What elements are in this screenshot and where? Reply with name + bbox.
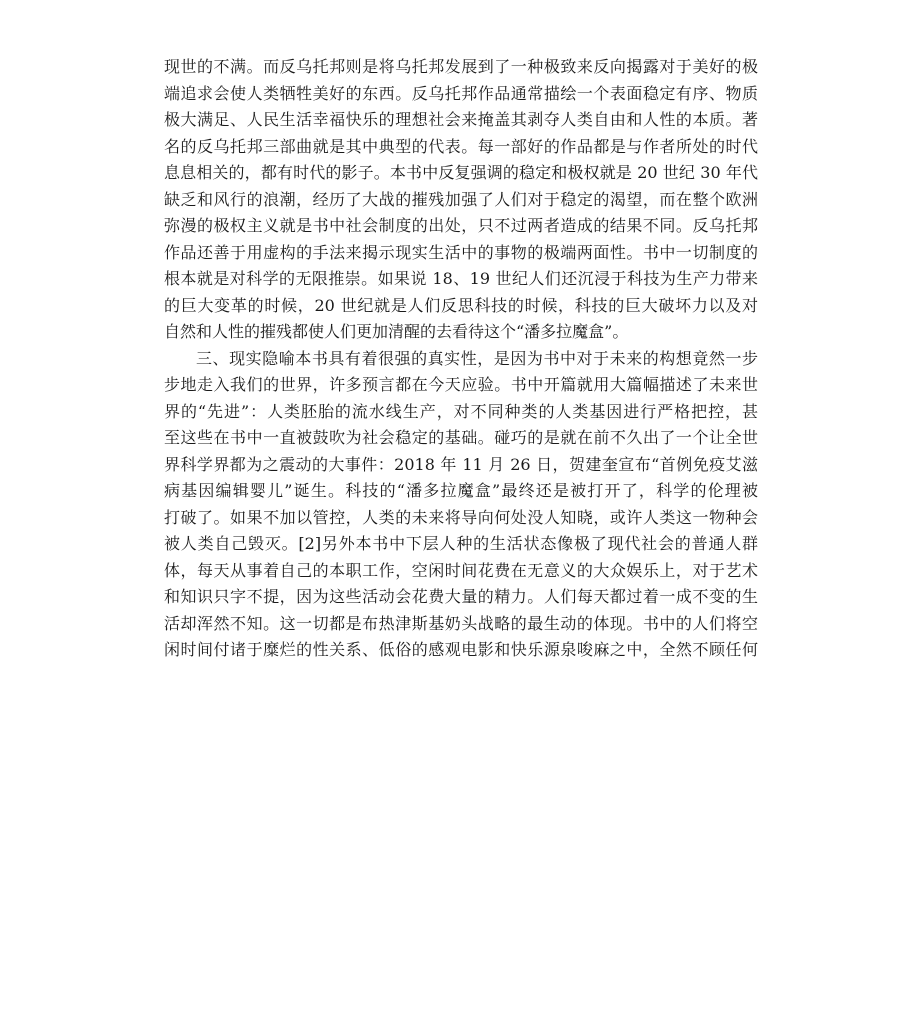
text-line: 的巨大变革的时候，20 世纪就是人们反思科技的时候，科技的巨大破坏力以及对: [164, 295, 758, 315]
text-line: 自然和人性的摧残都使人们更加清醒的去看待这个“潘多拉魔盒”。: [164, 322, 629, 341]
text-line: 闲时间付诸于糜烂的性关系、低俗的感观电影和快乐源泉唆麻之中，全然不顾任何: [164, 640, 758, 659]
text-line: 被人类自己毁灭。[2]另外本书中下层人种的生活状态像极了现代社会的普通人群: [164, 534, 758, 553]
text-line: 端追求会使人类牺牲美好的东西。反乌托邦作品通常描绘一个表面稳定有序、物质: [164, 83, 758, 103]
text-line: 界的“先进”：人类胚胎的流水线生产，对不同种类的人类基因进行严格把控，甚: [164, 401, 758, 421]
text-line: 缺乏和风行的浪潮，经历了大战的摧残加强了人们对于稳定的渴望，而在整个欧洲: [164, 189, 758, 209]
paragraph-2: [164, 346, 758, 664]
text-line: 体，每天从事着自己的本职工作，空闲时间花费在无意义的大众娱乐上，对于艺术: [164, 560, 758, 580]
text-line: 根本就是对科学的无限推崇。如果说 18、19 世纪人们还沉浸于科技为生产力带来: [164, 269, 758, 288]
text-line: 至这些在书中一直被鼓吹为社会稳定的基础。碰巧的是就在前不久出了一个让全世: [164, 428, 758, 447]
text-line: 和知识只字不提，因为这些活动会花费大量的精力。人们每天都过着一成不变的生: [164, 587, 758, 606]
text-line: 打破了。如果不加以管控，人类的未来将导向何处没人知晓，或许人类这一物种会: [164, 507, 758, 527]
text-line: 名的反乌托邦三部曲就是其中典型的代表。每一部好的作品都是与作者所处的时代: [164, 136, 758, 156]
paragraph-1: [164, 54, 758, 346]
text-line: 作品还善于用虚构的手法来揭示现实生活中的事物的极端两面性。书中一切制度的: [164, 242, 758, 262]
text-line: 现世的不满。而反乌托邦则是将乌托邦发展到了一种极致来反向揭露对于美好的极: [164, 57, 758, 76]
text-line: 界科学界都为之震动的大事件：2018 年 11 月 26 日，贺建奎宣布“首例免疫艾滋: [164, 454, 758, 474]
text-line: 步地走入我们的世界，许多预言都在今天应验。书中开篇就用大篇幅描述了未来世: [164, 375, 758, 394]
text-line: 三、现实隐喻本书具有着很强的真实性，是因为书中对于未来的构想竟然一步: [196, 348, 758, 368]
text-line: 弥漫的极权主义就是书中社会制度的出处，只不过两者造成的结果不同。反乌托邦: [164, 216, 758, 235]
text-line: 病基因编辑婴儿”诞生。科技的“潘多拉魔盒”最终还是被打开了，科学的伦理被: [164, 481, 758, 500]
text-line: 活却浑然不知。这一切都是布热津斯基奶头战略的最生动的体现。书中的人们将空: [164, 613, 758, 633]
text-line: 极大满足、人民生活幸福快乐的理想社会来掩盖其剥夺人类自由和人性的本质。著: [164, 110, 758, 129]
text-line: 息息相关的，都有时代的影子。本书中反复强调的稳定和极权就是 20 世纪 30 年代: [164, 163, 758, 182]
body-text: [164, 54, 758, 664]
